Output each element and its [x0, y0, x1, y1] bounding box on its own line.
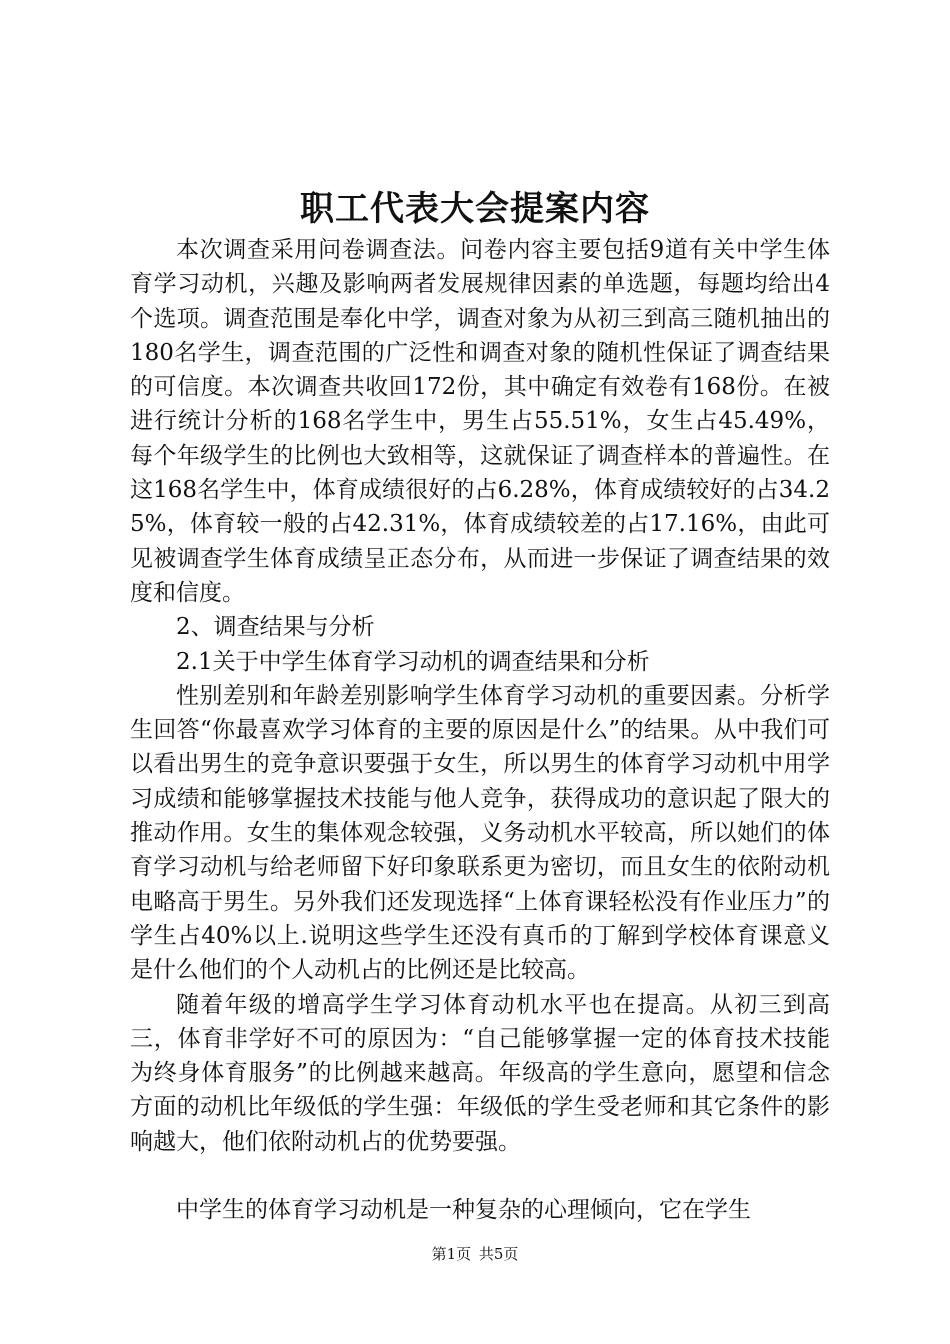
paragraph-psychological-tendency: 中学生的体育学习动机是一种复杂的心理倾向，它在学生 — [176, 1197, 751, 1224]
paragraph-grade-level: 随着年级的增高学生学习体育动机水平也在提高。从初三到高三，体育非学好不可的原因为：“自己能够掌握一定的体育技术技能为终身体育服务”的比例越来越高。年级高的学生意向，愿望和信念方面的动机比年级低的学生强：年级低的学生受老师和其它条件的影响越大，他们依附动机占的优势要强。 — [130, 991, 830, 1155]
section-heading-results: 2、调查结果与分析 — [176, 614, 375, 641]
subsection-heading-motivation: 2.1关于中学生体育学习动机的调查结果和分析 — [176, 648, 650, 675]
paragraph-gender-age: 性别差别和年龄差别影响学生体育学习动机的重要因素。分析学生回答“你最喜欢学习体育的主要的原因是什么”的结果。从中我们可以看出男生的竞争意识要强于女生，所以男生的体育学习动机中用学习成绩和能够掌握技术技能与他人竞争，获得成功的意识起了限大的推动作用。女生的集体观念较强，义务动机水平较高，所以她们的体育学习动机与给老师留下好印象联系更为密切，而且女生的依附动机电略高于男生。另外我们还发现选择“上体育课轻松没有作业压力”的学生占40%以上.说明这些学生还没有真币的丁解到学校体育课意义是什么他们的个人动机占的比例还是比较高。 — [130, 682, 830, 984]
paragraph-survey-method: 本次调查采用问卷调查法。问卷内容主要包括9道有关中学生体育学习动机，兴趣及影响两者发展规律因素的单选题，每题均给出4个选项。调查范围是奉化中学，调查对象为从初三到高三随机抽出的180名学生，调查范围的广泛性和调查对象的随机性保证了调查结果的可信度。本次调查共收回172份，其中确定有效卷有168份。在被进行统计分析的168名学生中，男生占55.51%，女生占45.49%，每个年级学生的比例也大致相等，这就保证了调查样本的普遍性。在这168名学生中，体育成绩很好的占6.28%，体育成绩较好的占34.25%，体育较一般的占42.31%，体育成绩较差的占17.16%，由此可见被调查学生体育成绩呈正态分布，从而进一步保证了调查结果的效度和信度。 — [130, 237, 830, 606]
document-title: 职工代表大会提案内容 — [300, 189, 650, 229]
document-body — [130, 233, 830, 1227]
page-footer: 第1页 共5页 — [431, 1245, 519, 1263]
